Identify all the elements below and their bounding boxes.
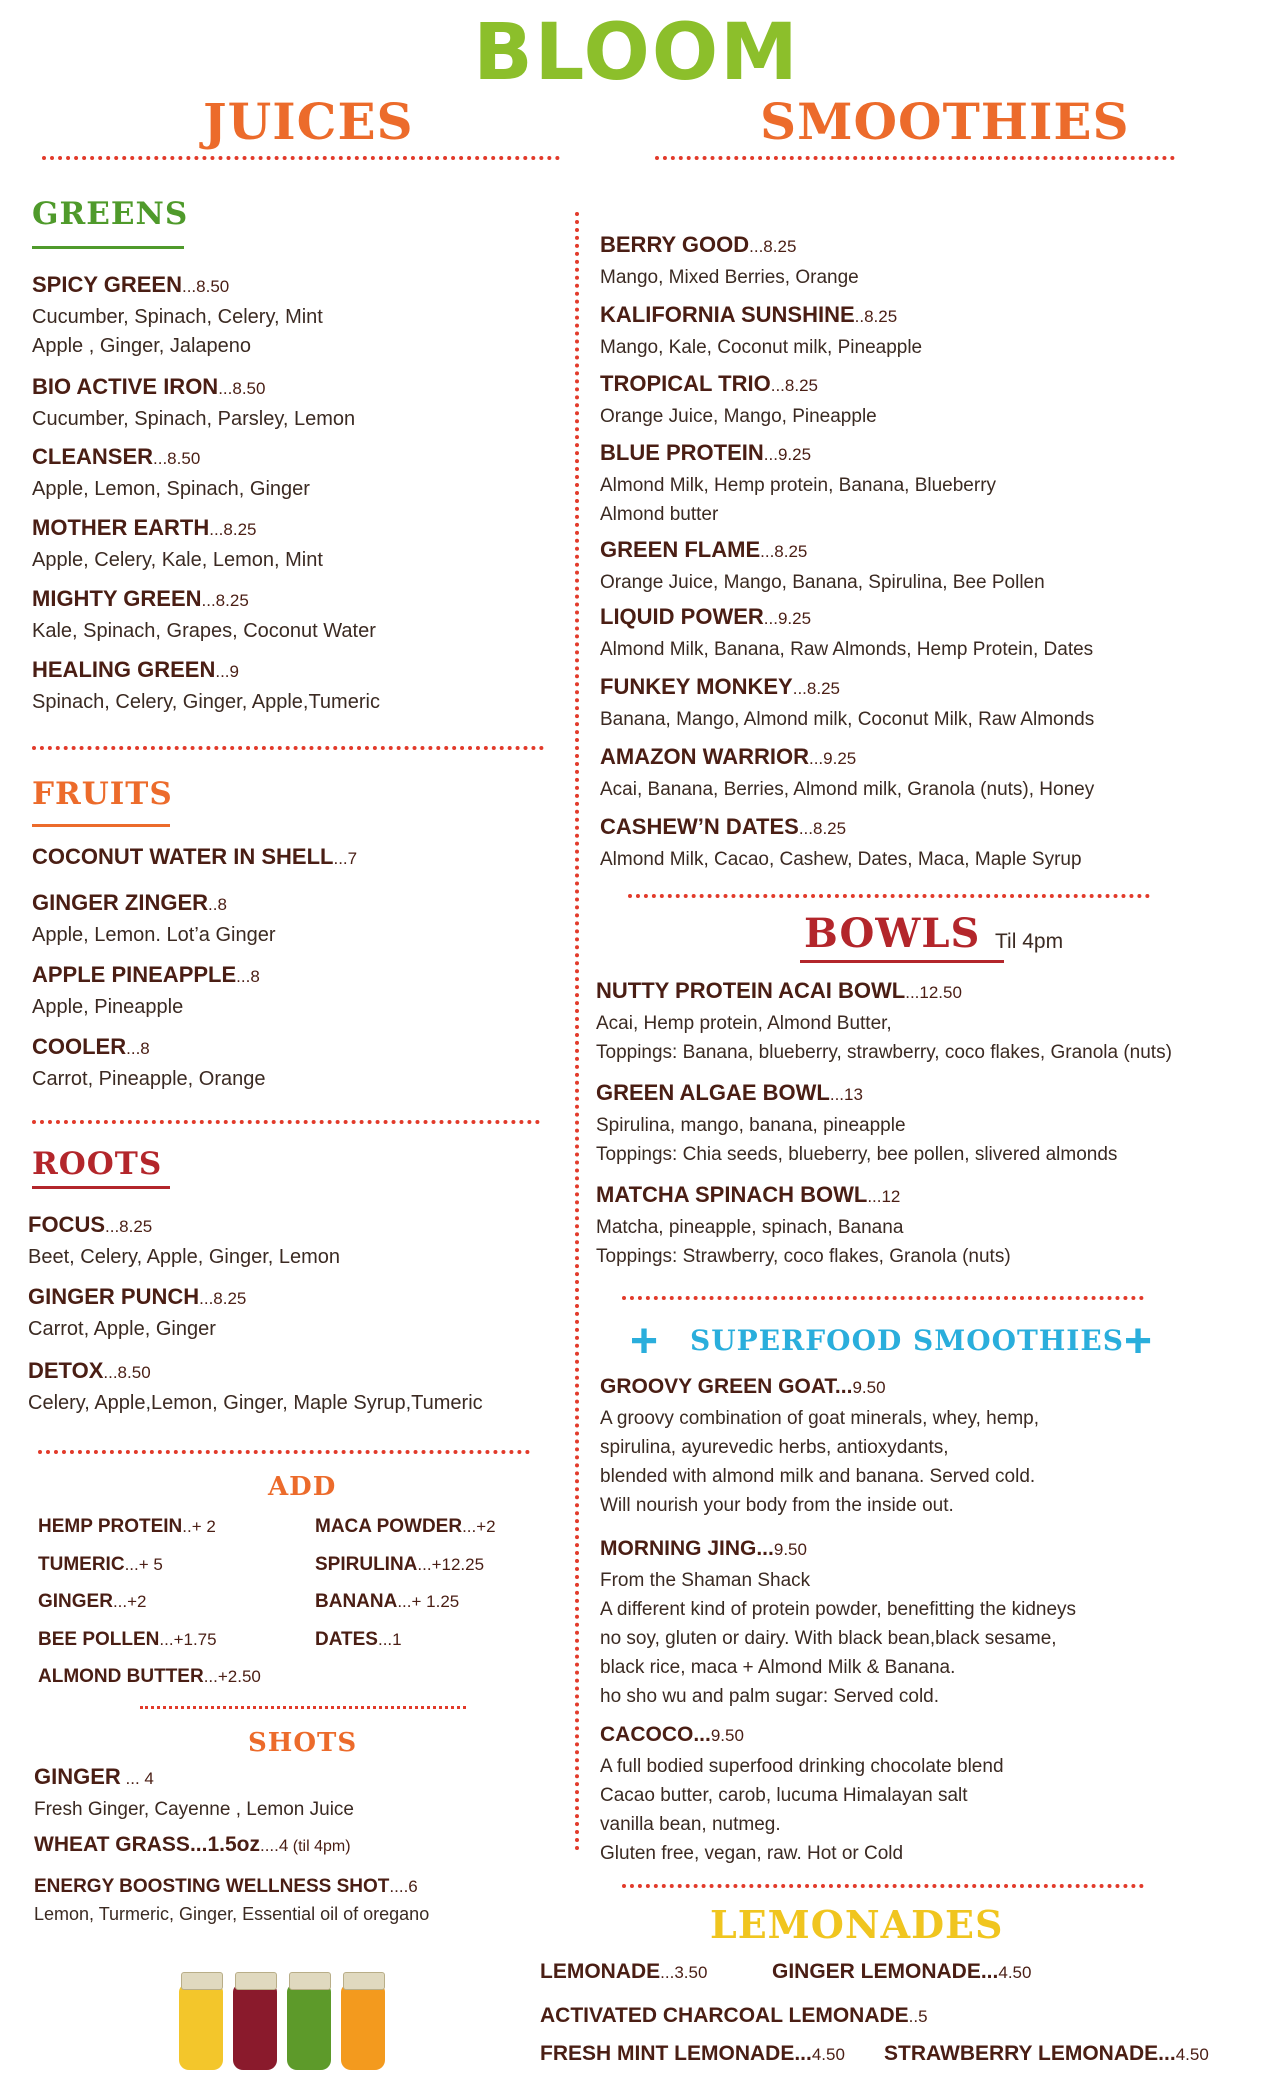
bowls-note: Til 4pm — [995, 930, 1064, 953]
item-price: 4.50 — [811, 2045, 845, 2064]
item-price: ...+2 — [462, 1517, 496, 1536]
menu-item — [32, 655, 592, 717]
item-description: Cacao butter, carob, lucuma Himalayan salt — [600, 1785, 968, 1806]
menu-title: BLOOM — [473, 8, 800, 98]
roots-heading: ROOTS — [32, 1146, 163, 1182]
item-price: ...8.25 — [798, 819, 847, 838]
item-price: ..8.25 — [854, 307, 898, 326]
item-description: From the Shaman Shack — [600, 1570, 811, 1591]
item-description: Celery, Apple,Lemon, Ginger, Maple Syrup,Tumeric — [28, 1392, 483, 1414]
menu-item — [32, 442, 592, 504]
item-title — [600, 369, 1240, 402]
item-title — [32, 372, 592, 405]
item-price: ...8.25 — [749, 237, 797, 256]
item-title — [596, 1078, 1266, 1111]
add-item — [315, 1591, 459, 1613]
item-price: ...8.25 — [201, 591, 249, 610]
item-price: ...+2 — [112, 1592, 147, 1611]
shots-divider — [140, 1706, 466, 1709]
item-description: Apple , Ginger, Jalapeno — [32, 335, 252, 357]
item-name: BERRY GOOD — [600, 232, 750, 257]
item-price: ...+ 1.25 — [397, 1592, 460, 1611]
item-name: BIO ACTIVE IRON — [32, 374, 219, 399]
item-name: GINGER — [38, 1591, 113, 1612]
item-name: ENERGY BOOSTING WELLNESS SHOT — [34, 1876, 390, 1897]
item-title — [32, 513, 592, 546]
item-title — [600, 438, 1240, 471]
item-description: Toppings: Banana, blueberry, strawberry, coco flakes, Granola (nuts) — [596, 1042, 1172, 1063]
item-title — [600, 672, 1240, 705]
menu-item — [596, 1180, 1266, 1271]
item-description: Fresh Ginger, Cayenne , Lemon Juice — [34, 1799, 355, 1820]
item-description: Toppings: Chia seeds, blueberry, bee pollen, slivered almonds — [596, 1144, 1118, 1165]
item-description: Gluten free, vegan, raw. Hot or Cold — [600, 1843, 904, 1864]
item-description: vanilla bean, nutmeg. — [600, 1814, 781, 1835]
add-item — [38, 1591, 147, 1613]
smoothies-divider — [655, 156, 1175, 160]
jar-lid — [181, 1972, 223, 1990]
jar-lid — [343, 1972, 385, 1990]
item-description: Will nourish your body from the inside out. — [600, 1495, 954, 1516]
menu-item — [600, 1720, 1240, 1868]
item-price: ...8.25 — [760, 542, 808, 561]
item-description: Beet, Celery, Apple, Ginger, Lemon — [28, 1246, 341, 1268]
item-title — [600, 602, 1240, 635]
item-description: Almond Milk, Hemp protein, Banana, Blueberry — [600, 475, 997, 496]
add-item — [38, 1554, 163, 1576]
item-name: SPIRULINA — [315, 1553, 418, 1575]
item-description: Orange Juice, Mango, Pineapple — [600, 406, 877, 427]
menu-item — [600, 230, 1240, 292]
orange-jar — [341, 1984, 385, 2070]
item-price: ...12 — [867, 1187, 901, 1206]
item-name: HEMP PROTEIN — [38, 1516, 183, 1537]
menu-item — [28, 1210, 588, 1272]
item-price: ...+12.25 — [417, 1554, 485, 1574]
menu-item — [600, 812, 1240, 874]
item-title — [600, 1720, 1240, 1752]
item-title — [32, 960, 592, 993]
add-item — [38, 1516, 216, 1538]
shots-heading: SHOTS — [248, 1728, 358, 1758]
item-title — [596, 1180, 1266, 1213]
item-description: A different kind of protein powder, benefitting the kidneys — [600, 1599, 1077, 1620]
item-title — [600, 230, 1240, 263]
item-title — [34, 1872, 594, 1903]
item-price: ..8 — [208, 895, 227, 914]
item-price: ...7 — [333, 849, 358, 868]
item-description: Cucumber, Spinach, Parsley, Lemon — [32, 408, 356, 430]
item-title — [600, 300, 1240, 333]
item-name: TUMERIC — [38, 1553, 125, 1575]
item-price: ...8 — [126, 1039, 150, 1058]
item-title — [32, 655, 592, 688]
item-description: Spirulina, mango, banana, pineapple — [596, 1115, 906, 1136]
item-price: ...8.25 — [770, 376, 818, 395]
add-item — [38, 1666, 261, 1688]
item-price: 9.50 — [710, 1726, 744, 1745]
item-description: Apple, Lemon. Lot’a Ginger — [32, 924, 276, 946]
item-title — [600, 812, 1240, 845]
item-description: black rice, maca + Almond Milk & Banana. — [600, 1657, 956, 1678]
item-description: Banana, Mango, Almond milk, Coconut Milk, Raw Almonds — [600, 709, 1095, 730]
item-title — [600, 1372, 1240, 1404]
item-title — [32, 888, 592, 921]
item-description: Cucumber, Spinach, Celery, Mint — [32, 306, 323, 328]
item-name: APPLE PINEAPPLE — [32, 962, 237, 987]
item-name: LEMONADE — [540, 1960, 661, 1983]
item-name: CACOCO... — [600, 1723, 711, 1746]
bowls-divider — [628, 894, 1150, 898]
menu-item — [600, 1534, 1240, 1711]
item-name: BANANA — [315, 1591, 398, 1612]
greens-underline — [32, 246, 184, 249]
menu-item — [34, 1830, 594, 1862]
green-jar — [287, 1984, 331, 2070]
item-price: 9.50 — [773, 1540, 807, 1559]
item-title — [600, 1534, 1240, 1566]
item-name: DETOX — [28, 1358, 104, 1383]
bowls-underline — [800, 960, 1004, 963]
item-name: GREEN FLAME — [600, 537, 761, 562]
item-price: ...12.50 — [905, 983, 962, 1002]
menu-item — [600, 1372, 1240, 1520]
item-name: HEALING GREEN — [32, 657, 216, 682]
lemonade-item — [540, 1960, 707, 1984]
item-price: ... 4 — [120, 1769, 154, 1788]
smoothies-heading: SMOOTHIES — [760, 92, 1130, 151]
item-title — [600, 742, 1240, 775]
item-name: BLUE PROTEIN — [600, 440, 764, 465]
lemonades-divider — [622, 1884, 1144, 1888]
item-price: ...+2.50 — [203, 1667, 261, 1686]
item-description: Acai, Hemp protein, Almond Butter, — [596, 1013, 892, 1034]
item-title — [28, 1210, 588, 1243]
item-price: ....6 — [389, 1877, 418, 1896]
item-name: GINGER ZINGER — [32, 890, 209, 915]
item-name: ACTIVATED CHARCOAL LEMONADE — [540, 2004, 909, 2027]
item-description: Almond Milk, Banana, Raw Almonds, Hemp Protein, Dates — [600, 639, 1094, 660]
item-name: KALIFORNIA SUNSHINE — [600, 302, 855, 327]
item-price: ...8.25 — [199, 1289, 247, 1308]
menu-item — [596, 976, 1266, 1067]
item-name: COCONUT WATER IN SHELL — [32, 844, 334, 869]
item-description: Carrot, Apple, Ginger — [28, 1318, 216, 1340]
item-name: GINGER — [34, 1764, 121, 1789]
menu-item — [600, 535, 1240, 597]
item-name: DATES — [315, 1628, 378, 1650]
item-name: FUNKEY MONKEY — [600, 674, 793, 699]
jar-lid — [289, 1972, 331, 1990]
item-name: GREEN ALGAE BOWL — [596, 1080, 830, 1105]
item-description: Matcha, pineapple, spinach, Banana — [596, 1217, 904, 1238]
add-item — [315, 1629, 402, 1651]
item-price: ...+ 5 — [124, 1554, 163, 1574]
item-name: MACA POWDER — [315, 1516, 463, 1537]
plus-icon-right: + — [1124, 1315, 1153, 1368]
menu-item — [32, 960, 592, 1022]
item-description: Apple, Celery, Kale, Lemon, Mint — [32, 549, 323, 571]
menu-item — [32, 270, 592, 361]
red-jar — [233, 1984, 277, 2070]
juices-heading: JUICES — [203, 92, 414, 151]
item-name: FRESH MINT LEMONADE... — [540, 2042, 812, 2065]
item-description: A groovy combination of goat minerals, whey, hemp, — [600, 1408, 1039, 1429]
add-item — [38, 1629, 217, 1651]
item-name: SPICY GREEN — [32, 272, 182, 297]
item-name: MORNING JING... — [600, 1537, 774, 1560]
item-title — [596, 976, 1266, 1009]
item-price: ...9.25 — [763, 445, 812, 464]
item-name: STRAWBERRY LEMONADE... — [884, 2042, 1176, 2065]
menu-item — [32, 372, 592, 434]
menu-item — [600, 672, 1240, 734]
plus-icon-left: + — [630, 1315, 659, 1368]
fruits-underline — [32, 824, 170, 827]
item-price: ...9 — [215, 662, 239, 681]
item-description: Kale, Spinach, Grapes, Coconut Water — [32, 620, 376, 642]
item-description: Acai, Banana, Berries, Almond milk, Granola (nuts), Honey — [600, 779, 1095, 800]
item-description: Carrot, Pineapple, Orange — [32, 1068, 266, 1090]
menu-item — [32, 1032, 592, 1094]
yellow-jar — [179, 1984, 223, 2070]
item-note: (til 4pm) — [288, 1838, 351, 1855]
menu-item — [32, 888, 592, 950]
add-item — [315, 1516, 496, 1538]
jar-lid — [235, 1972, 277, 1990]
greens-heading: GREENS — [32, 196, 189, 232]
item-description: Apple, Pineapple — [32, 996, 184, 1018]
roots-divider — [32, 1120, 540, 1124]
item-title — [34, 1762, 594, 1795]
item-price: ...8.50 — [103, 1363, 151, 1382]
item-description: Orange Juice, Mango, Banana, Spirulina, Bee Pollen — [600, 572, 1045, 593]
item-price: ..+ 2 — [182, 1517, 216, 1536]
juice-jars-image — [175, 1964, 405, 2074]
menu-item — [34, 1872, 594, 1925]
fruits-divider — [32, 746, 544, 750]
item-description: Almond Milk, Cacao, Cashew, Dates, Maca, Maple Syrup — [600, 849, 1082, 870]
item-description: A full bodied superfood drinking chocolate blend — [600, 1756, 1004, 1777]
add-divider — [38, 1450, 530, 1454]
item-price: ...8 — [236, 967, 260, 986]
lemonade-item — [540, 2004, 928, 2028]
item-description: Mango, Kale, Coconut milk, Pineapple — [600, 337, 923, 358]
item-title — [34, 1830, 594, 1862]
menu-item — [600, 300, 1240, 362]
superfood-heading: SUPERFOOD SMOOTHIES — [690, 1324, 1124, 1357]
menu-item — [600, 438, 1240, 529]
menu-item — [32, 513, 592, 575]
item-name: FOCUS — [28, 1212, 105, 1237]
superfood-divider — [622, 1296, 1144, 1300]
item-title — [28, 1282, 588, 1315]
item-title — [32, 270, 592, 303]
item-price: 4.50 — [998, 1963, 1032, 1982]
item-price: ...8.25 — [105, 1217, 153, 1236]
item-name: AMAZON WARRIOR — [600, 744, 809, 769]
menu-item — [600, 369, 1240, 431]
item-name: MATCHA SPINACH BOWL — [596, 1182, 868, 1207]
item-price: ...8.50 — [153, 449, 201, 468]
item-description: Apple, Lemon, Spinach, Ginger — [32, 478, 310, 500]
item-description: blended with almond milk and banana. Served cold. — [600, 1466, 1036, 1487]
item-title — [32, 1032, 592, 1065]
item-price: ...3.50 — [660, 1963, 708, 1982]
item-name: GROOVY GREEN GOAT... — [600, 1375, 853, 1398]
roots-underline — [32, 1186, 170, 1189]
item-title — [32, 442, 592, 475]
juices-divider — [42, 156, 560, 160]
item-description: no soy, gluten or dairy. With black bean,black sesame, — [600, 1628, 1057, 1649]
item-name: ALMOND BUTTER — [38, 1666, 204, 1687]
fruits-heading: FRUITS — [32, 776, 173, 812]
menu-item — [600, 602, 1240, 664]
item-title — [32, 584, 592, 617]
item-name: GINGER LEMONADE... — [772, 1960, 999, 1983]
item-price: ...13 — [829, 1085, 863, 1104]
item-price: 9.50 — [852, 1378, 886, 1397]
item-name: LIQUID POWER — [600, 604, 764, 629]
item-title — [600, 535, 1240, 568]
item-description: spirulina, ayurevedic herbs, antioxydants, — [600, 1437, 949, 1458]
add-item — [315, 1554, 484, 1576]
item-description: Lemon, Turmeric, Ginger, Essential oil of oregano — [34, 1904, 430, 1924]
menu-item — [28, 1356, 588, 1418]
item-title — [28, 1356, 588, 1389]
menu-item — [32, 842, 592, 875]
lemonades-heading: LEMONADES — [710, 1902, 1004, 1947]
item-title — [32, 842, 592, 875]
item-price: ...8.50 — [218, 379, 266, 398]
item-price: ...8.25 — [792, 679, 840, 698]
item-price: ...1 — [377, 1629, 402, 1649]
item-description: Almond butter — [600, 504, 719, 525]
item-name: CLEANSER — [32, 444, 154, 469]
item-name: GINGER PUNCH — [28, 1284, 200, 1309]
item-name: BEE POLLEN — [38, 1628, 160, 1650]
item-name: WHEAT GRASS...1.5oz — [34, 1833, 260, 1856]
item-description: Toppings: Strawberry, coco flakes, Granola (nuts) — [596, 1246, 1011, 1267]
item-price: ...8.50 — [181, 277, 230, 296]
menu-item — [34, 1762, 594, 1824]
item-price: ..5 — [908, 2007, 928, 2026]
lemonade-item — [772, 1960, 1031, 1984]
lemonade-item — [884, 2042, 1209, 2066]
item-price: 4.50 — [1175, 2045, 1209, 2064]
item-description: Spinach, Celery, Ginger, Apple,Tumeric — [32, 691, 380, 713]
item-price: ...+1.75 — [159, 1629, 217, 1649]
item-description: ho sho wu and palm sugar: Served cold. — [600, 1686, 940, 1707]
bowls-heading: BOWLS — [804, 910, 981, 957]
item-price: ...9.25 — [763, 609, 812, 628]
item-price: ...8.25 — [209, 520, 257, 539]
menu-item — [596, 1078, 1266, 1169]
item-price: ....4 — [259, 1836, 289, 1855]
item-name: MIGHTY GREEN — [32, 586, 202, 611]
menu-item — [32, 584, 592, 646]
menu-item — [28, 1282, 588, 1344]
item-name: NUTTY PROTEIN ACAI BOWL — [596, 978, 906, 1003]
item-description: Mango, Mixed Berries, Orange — [600, 267, 859, 288]
item-name: COOLER — [32, 1034, 127, 1059]
add-heading: ADD — [268, 1472, 337, 1502]
item-name: CASHEW’N DATES — [600, 814, 799, 839]
menu-item — [600, 742, 1240, 804]
lemonade-item — [540, 2042, 845, 2066]
item-name: TROPICAL TRIO — [600, 371, 771, 396]
item-name: MOTHER EARTH — [32, 515, 210, 540]
item-price: ...9.25 — [808, 749, 857, 768]
